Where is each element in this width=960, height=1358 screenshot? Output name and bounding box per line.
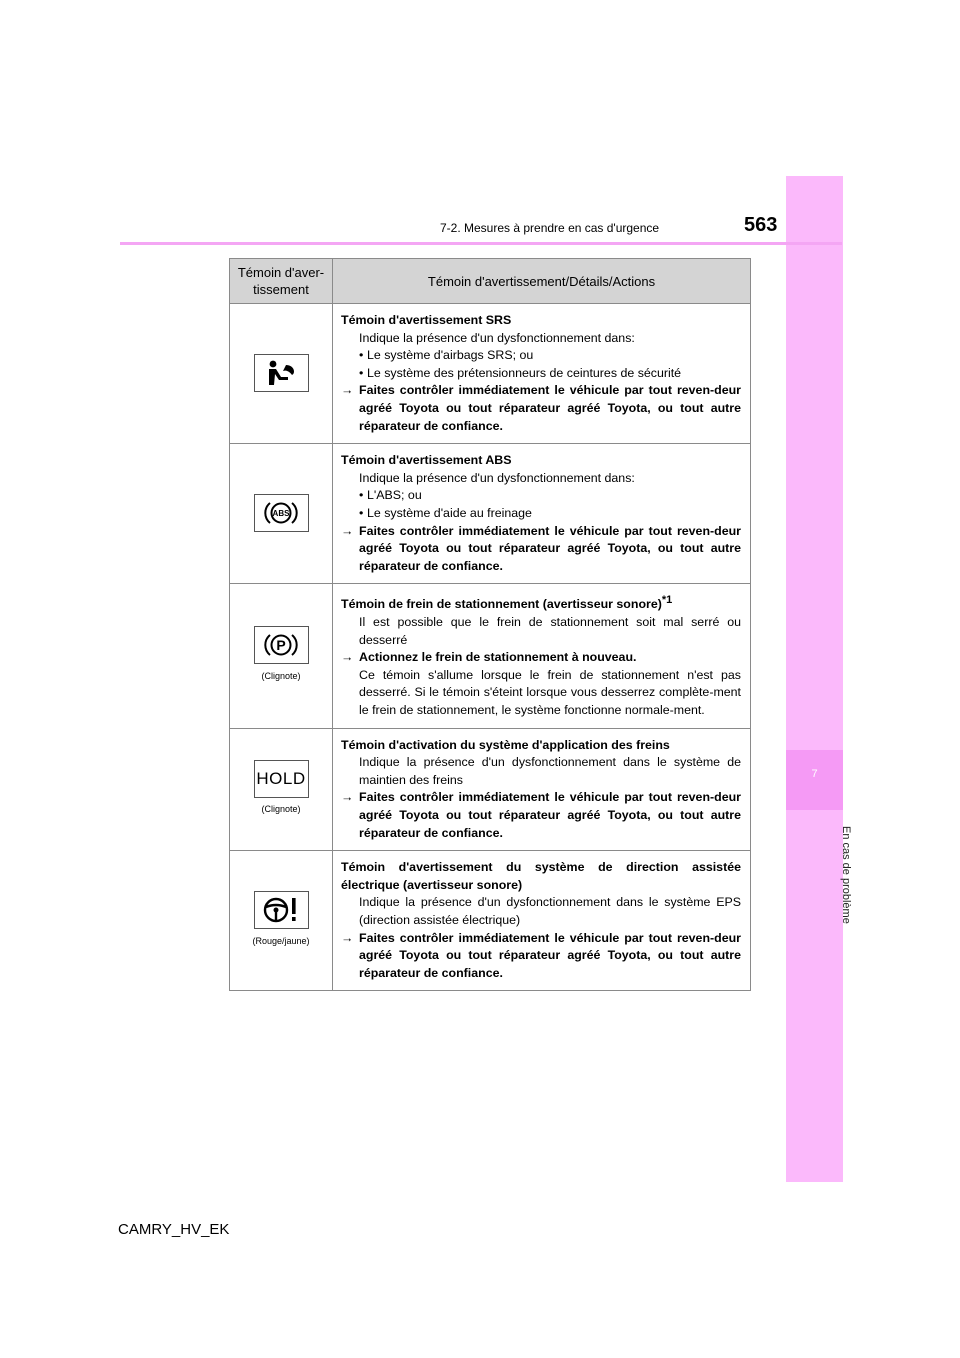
warning-title: Témoin d'avertissement du système de direction assistée électrique (avertisseur sonore) xyxy=(341,860,741,892)
warning-action: → Faites contrôler immédiatement le véhicule par tout reven-deur agréé Toyota ou tout réparateur agréé Toyota, ou tout autre réparateur de confiance. xyxy=(341,930,741,983)
table-row xyxy=(230,728,751,851)
warning-action: → Faites contrôler immédiatement le véhicule par tout reven-deur agréé Toyota ou tout réparateur agréé Toyota, ou tout autre réparateur de confiance. xyxy=(341,523,741,576)
hold-icon-text: HOLD xyxy=(256,769,306,789)
icon-cell xyxy=(230,584,333,728)
icon-cell xyxy=(230,851,333,991)
table-row xyxy=(230,584,751,728)
table-row xyxy=(230,304,751,444)
warning-action: → Faites contrôler immédiatement le véhicule par tout reven-deur agréé Toyota ou tout réparateur agréé Toyota, ou tout autre réparateur de confiance. xyxy=(341,789,741,842)
parking-brake-icon xyxy=(254,626,309,664)
table-row xyxy=(230,444,751,584)
warning-title: Témoin d'avertissement ABS xyxy=(341,453,512,468)
header-divider xyxy=(120,242,842,245)
icon-cell xyxy=(230,304,333,444)
details-cell xyxy=(333,304,751,444)
warning-lights-table xyxy=(229,258,751,991)
svg-text:P: P xyxy=(276,637,286,654)
list-item: • Le système d'aide au freinage xyxy=(341,505,741,523)
icon-caption: (Clignote) xyxy=(261,804,301,815)
list-item: • Le système des prétensionneurs de ceintures de sécurité xyxy=(341,365,741,383)
icon-caption: (Clignote) xyxy=(261,670,301,681)
abs-icon xyxy=(254,494,309,532)
icon-caption: (Rouge/jaune) xyxy=(252,936,310,947)
details-cell xyxy=(333,851,751,991)
icon-cell xyxy=(230,728,333,851)
warning-description: Indique la présence d'un dysfonctionnement dans: xyxy=(359,470,635,485)
chapter-number: 7 xyxy=(811,768,818,780)
warning-title: Témoin d'activation du système d'application des freins xyxy=(341,737,670,752)
hold-icon xyxy=(254,760,309,798)
details-cell xyxy=(333,444,751,584)
details-cell xyxy=(333,728,751,851)
srs-airbag-icon xyxy=(254,354,309,392)
section-title: 7-2. Mesures à prendre en cas d'urgence xyxy=(440,221,660,235)
chapter-label: En cas de problème xyxy=(840,826,852,924)
warning-action: → Faites contrôler immédiatement le véhicule par tout reven-deur agréé Toyota ou tout réparateur agréé Toyota, ou tout autre réparateur de confiance. xyxy=(341,382,741,435)
warning-description: Indique la présence d'un dysfonctionnement dans le système EPS (direction assistée électrique) xyxy=(359,895,741,927)
table-row xyxy=(230,851,751,991)
warning-note: Ce témoin s'allume lorsque le frein de stationnement n'est pas desserré. Si le témoin s'éteint lorsque vous desserrez complète-ment le frein de stationnement, le système fonctionne normale-ment. xyxy=(359,667,741,717)
table-header-row xyxy=(230,259,751,304)
icon-cell xyxy=(230,444,333,584)
details-cell xyxy=(333,584,751,728)
column-header-icon: Témoin d'aver-tissement xyxy=(230,259,333,304)
model-code: CAMRY_HV_EK xyxy=(118,1221,230,1238)
warning-title-text: Témoin de frein de stationnement (avertisseur sonore) xyxy=(341,597,662,612)
eps-steering-warning-icon xyxy=(254,891,309,929)
svg-text:ABS: ABS xyxy=(272,509,290,519)
warning-description: Il est possible que le frein de stationnement soit mal serré ou desserré xyxy=(359,615,741,647)
warning-title: Témoin d'avertissement SRS xyxy=(341,313,512,327)
column-header-details: Témoin d'avertissement/Détails/Actions xyxy=(333,259,751,304)
footnote-marker: *1 xyxy=(661,594,673,607)
warning-description: Indique la présence d'un dysfonctionnement dans: xyxy=(359,330,635,345)
chapter-side-tab xyxy=(786,176,843,1182)
chapter-number-marker xyxy=(786,750,843,810)
list-item: • Le système d'airbags SRS; ou xyxy=(341,347,741,365)
warning-description: Indique la présence d'un dysfonctionnement dans le système de maintien des freins xyxy=(359,755,741,787)
warning-title xyxy=(341,592,741,614)
list-item: • L'ABS; ou xyxy=(341,487,741,505)
warning-action: → Actionnez le frein de stationnement à nouveau. xyxy=(341,649,741,667)
page-number: 563 xyxy=(744,214,778,236)
